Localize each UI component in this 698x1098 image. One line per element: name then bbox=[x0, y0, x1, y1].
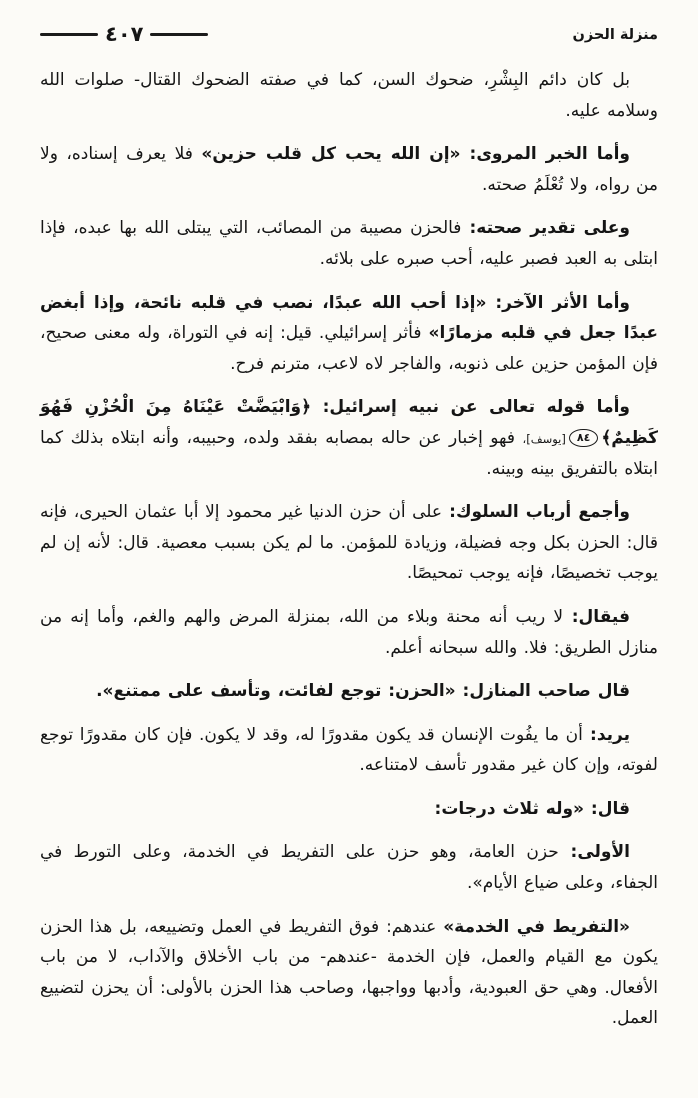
paragraph-text: على أن حزن الدنيا غير محمود إلا أبا عثمان الحيرى، فإنه قال: الحزن بكل وجه فضيلة، وزيادة للمؤمن. ما لم يكن بسبب معصية. قال: لأنه إن لم يوجب تخصيصًا، فإنه يوجب تمحيصًا. bbox=[40, 502, 658, 584]
hadith-quote: «إذا أحب الله عبدًا، نصب في قلبه نائحة، وإذا أبغض عبدًا جعل في قلبه مزمارًا» bbox=[40, 292, 658, 344]
paragraph-lead: قال: bbox=[584, 798, 630, 819]
hadith-quote: «إن الله يحب كل قلب حزين» bbox=[201, 144, 461, 165]
paragraph bbox=[40, 139, 658, 200]
paragraph bbox=[40, 912, 658, 1034]
paragraph-lead: «التفريط في الخدمة» bbox=[443, 916, 630, 937]
paragraph-lead: يريد: bbox=[582, 724, 630, 745]
book-quote: «وله ثلاث درجات: bbox=[434, 798, 585, 819]
paragraph-lead: وأما قوله تعالى عن نبيه إسرائيل: bbox=[311, 397, 630, 418]
paragraph-text: فأثر إسرائيلي. قيل: إنه في التوراة، وله معنى صحيح، فإن المؤمن حزين على ذنوبه، والفاجر لاه لاعب، مترنم فرح. bbox=[40, 323, 658, 374]
page-header bbox=[40, 24, 658, 45]
paragraph-text: فهو إخبار عن حاله بمصابه بفقد ولده، وحبيبه، وأنه ابتلاه بذلك كما ابتلاه بالتفريق بينه وبينه. bbox=[40, 427, 658, 479]
paragraph-text: فلا يعرف إسناده، ولا من رواه، ولا تُعْلَمُ صحته. bbox=[40, 144, 658, 195]
page-body bbox=[40, 65, 658, 1034]
paragraph-text: لا ريب أنه محنة وبلاء من الله، بمنزلة المرض والهم والغم، وأما إنه من منازل الطريق: فلا. والله سبحانه أعلم. bbox=[40, 606, 658, 658]
chapter-title: منزلة الحزن bbox=[572, 26, 658, 43]
paragraph-lead: وأجمع أرباب السلوك: bbox=[442, 502, 630, 523]
paragraph-text: أن ما يفُوت الإنسان قد يكون مقدورًا له، وقد لا يكون. فإن كان مقدورًا توجع لفوته، وإن كان غير مقدور تأسف لامتناعه. bbox=[40, 724, 658, 776]
quran-verse: ﴿وَابْيَضَّتْ عَيْنَاهُ مِنَ الْحُزْنِ فَهُوَ كَظِيمٌ﴾ bbox=[40, 397, 658, 448]
paragraph-text: بل كان دائم البِشْرِ، ضحوك السن، كما في صفته الضحوك القتال- صلوات الله وسلامه عليه. bbox=[40, 70, 658, 121]
page-number-group bbox=[40, 24, 208, 45]
paragraph-lead: قال صاحب المنازل: bbox=[455, 681, 630, 702]
ayah-number-badge: ٨٤ bbox=[569, 429, 598, 448]
paragraph bbox=[40, 497, 658, 589]
page-number: ٤٠٧ bbox=[105, 22, 144, 46]
paragraph bbox=[40, 794, 658, 825]
paragraph bbox=[40, 602, 658, 663]
paragraph bbox=[40, 676, 658, 707]
decorative-rule-right bbox=[150, 33, 208, 36]
paragraph-lead: وأما الخبر المروى: bbox=[460, 144, 631, 165]
paragraph-lead: وأما الأثر الآخر: bbox=[486, 292, 630, 313]
paragraph-lead: وعلى تقدير صحته: bbox=[461, 218, 630, 239]
paragraph bbox=[40, 720, 658, 781]
paragraph-text: فالحزن مصيبة من المصائب، التي يبتلى الله بها عبده، فإذا ابتلى به العبد فصبر عليه، أحب صبره على بلائه. bbox=[40, 218, 658, 269]
paragraph-lead: فيقال: bbox=[563, 606, 630, 627]
paragraph bbox=[40, 288, 658, 380]
paragraph-text: حزن العامة، وهو حزن على التفريط في الخدمة، وعلى التورط في الجفاء، وعلى ضياع الأيام». bbox=[40, 842, 658, 894]
paragraph-lead: الأولى: bbox=[558, 842, 630, 863]
paragraph bbox=[40, 65, 658, 126]
book-quote: «الحزن: توجع لفائت، وتأسف على ممتنع». bbox=[96, 681, 456, 702]
paragraph bbox=[40, 837, 658, 898]
paragraph-text: عندهم: فوق التفريط في العمل وتضييعه، بل هذا الحزن يكون مع القيام والعمل، فإن الخدمة -عندهم- من باب الأخلاق والآداب، لا من باب الأفعال. وهي حق العبودية، وأدبها وواجبها، وصاحب هذا الحزن بالأولى: أن يحزن لتضييع العمل. bbox=[40, 916, 658, 1029]
paragraph-with-verse bbox=[40, 392, 658, 484]
surah-reference: [يوسف]، bbox=[522, 431, 566, 446]
paragraph bbox=[40, 213, 658, 274]
decorative-rule-left bbox=[40, 33, 98, 36]
